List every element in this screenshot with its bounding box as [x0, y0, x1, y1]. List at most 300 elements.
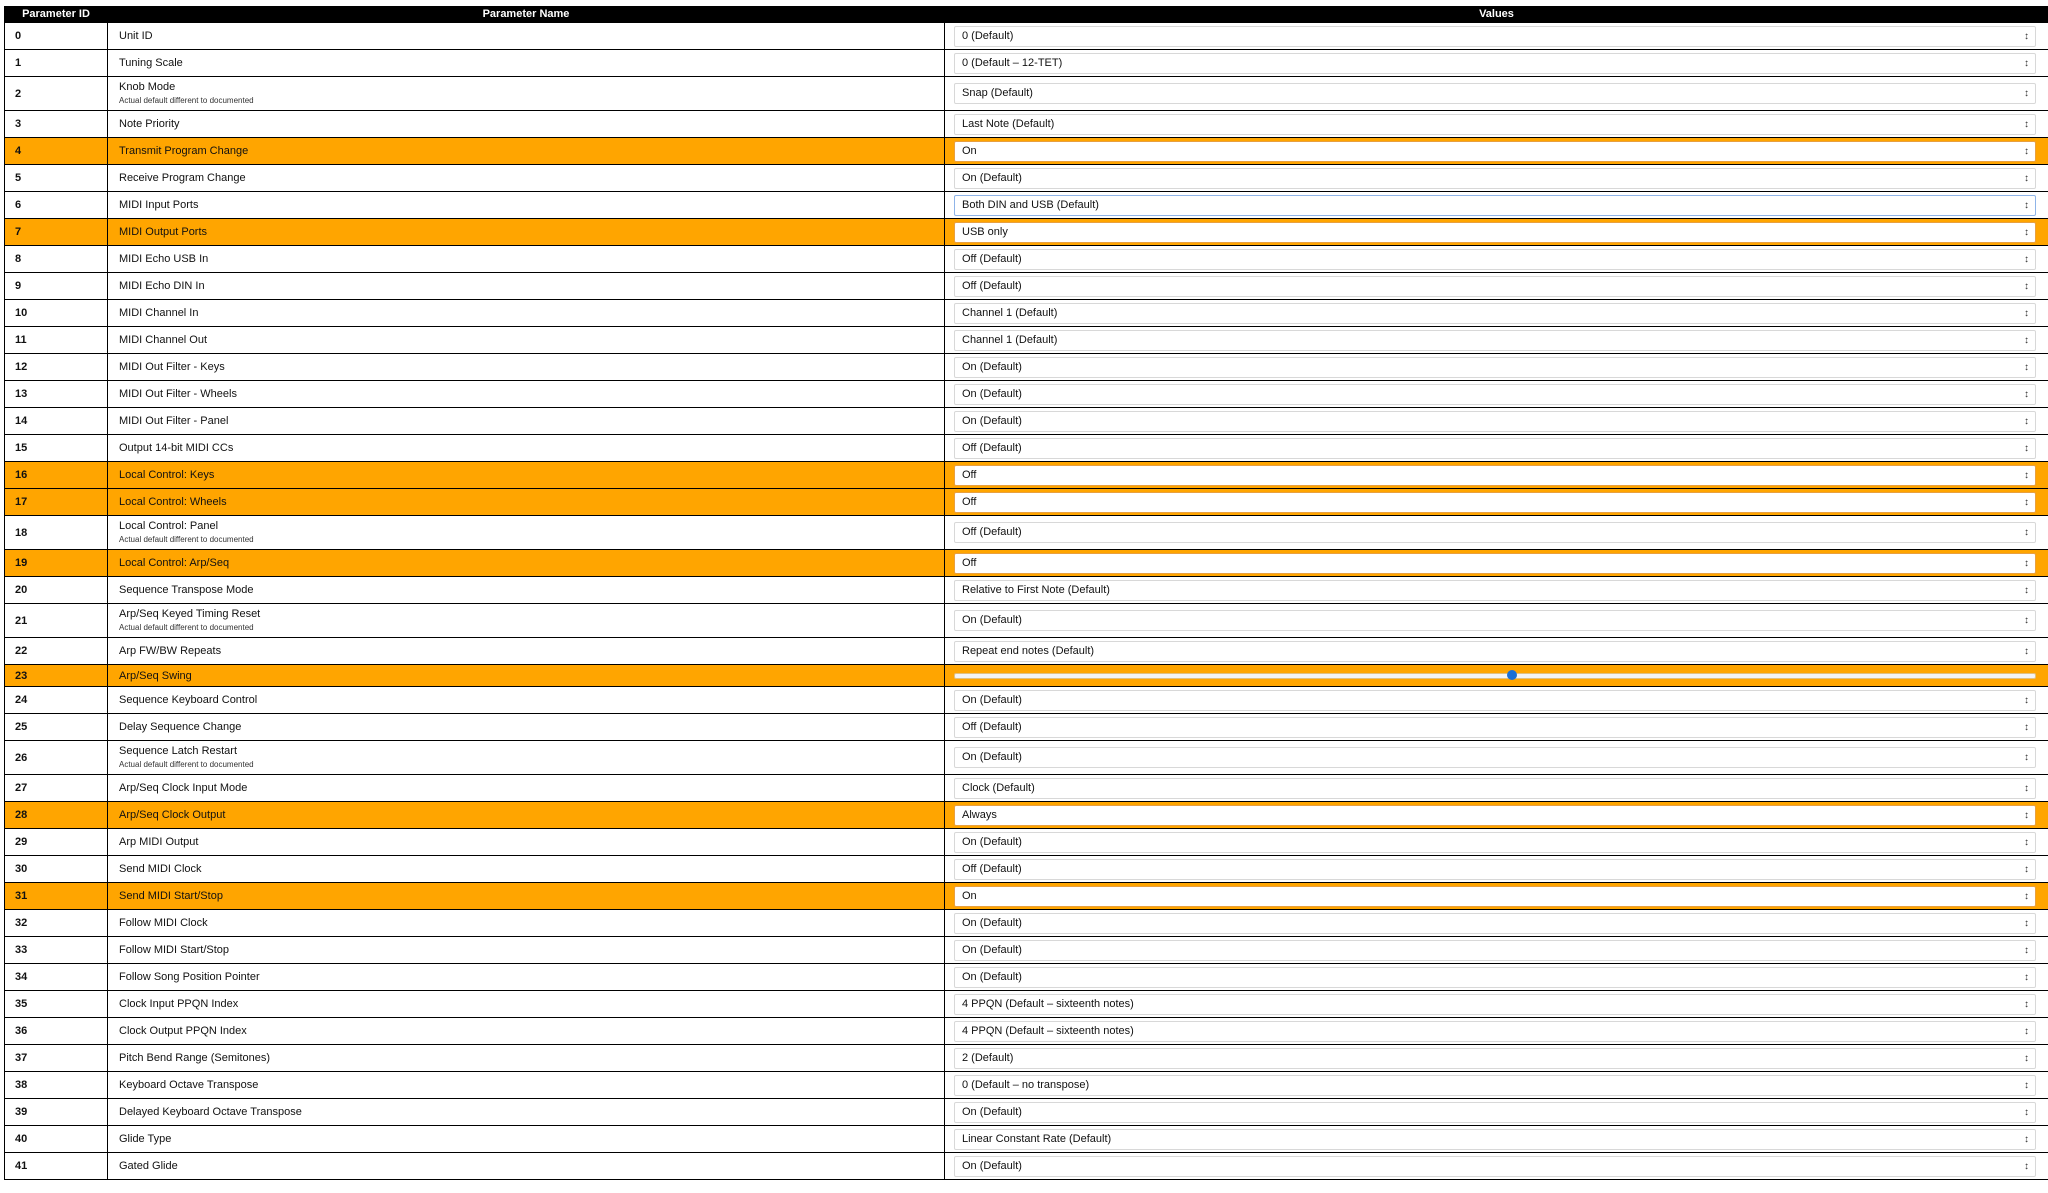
- parameter-name-label: MIDI Echo USB In: [119, 253, 209, 265]
- table-row: [5, 910, 2048, 937]
- select-value-text: On (Default): [962, 693, 1022, 706]
- parameter-name-label: Glide Type: [119, 1133, 172, 1145]
- select-value-text: On (Default): [962, 916, 1022, 929]
- table-row: [5, 381, 2048, 408]
- up-down-chevron-icon: ↕: [2024, 527, 2029, 538]
- up-down-chevron-icon: ↕: [2024, 615, 2029, 626]
- parameter-value-cell: [945, 50, 2048, 77]
- value-select[interactable]: [954, 357, 2036, 378]
- parameter-name-label: Sequence Keyboard Control: [119, 694, 258, 706]
- parameter-id-cell: 8: [5, 246, 108, 273]
- parameter-name-label: Local Control: Wheels: [119, 496, 227, 508]
- select-value-text: 4 PPQN (Default – sixteenth notes): [962, 1024, 1134, 1037]
- parameter-value-cell: [945, 489, 2048, 516]
- select-value-text: Repeat end notes (Default): [962, 644, 1095, 657]
- select-value-text: Off: [962, 495, 977, 508]
- table-row: [5, 714, 2048, 741]
- parameter-value-cell: [945, 381, 2048, 408]
- parameter-name-cell: [108, 964, 945, 991]
- select-value-text: On (Default): [962, 171, 1022, 184]
- parameter-name-cell: [108, 829, 945, 856]
- up-down-chevron-icon: ↕: [2024, 557, 2029, 569]
- parameter-value-cell: [945, 741, 2048, 775]
- parameter-value-cell: [945, 1018, 2048, 1045]
- table-row: [5, 665, 2048, 687]
- parameter-name-label: Output 14-bit MIDI CCs: [119, 442, 234, 454]
- select-value-text: 4 PPQN (Default – sixteenth notes): [962, 997, 1134, 1010]
- value-select[interactable]: [954, 141, 2036, 162]
- parameter-id-cell: 17: [5, 489, 108, 516]
- parameter-name-label: MIDI Channel In: [119, 307, 199, 319]
- parameter-name-cell: [108, 1126, 945, 1153]
- parameter-id-cell: 31: [5, 883, 108, 910]
- parameter-name-label: Local Control: Arp/Seq: [119, 557, 230, 569]
- parameter-id-cell: 6: [5, 192, 108, 219]
- parameter-name-label: Follow Song Position Pointer: [119, 971, 260, 983]
- up-down-chevron-icon: ↕: [2024, 30, 2029, 42]
- value-select[interactable]: [954, 114, 2036, 135]
- table-row: [5, 1045, 2048, 1072]
- up-down-chevron-icon: ↕: [2024, 145, 2029, 157]
- parameter-name-cell: [108, 883, 945, 910]
- parameter-name-label: MIDI Out Filter - Keys: [119, 361, 225, 373]
- up-down-chevron-icon: ↕: [2024, 1079, 2029, 1091]
- value-select[interactable]: [954, 1129, 2036, 1150]
- value-select[interactable]: [954, 1021, 2036, 1042]
- parameter-name-label: Keyboard Octave Transpose: [119, 1079, 259, 1091]
- value-select[interactable]: [954, 276, 2036, 297]
- parameter-name-cell: [108, 354, 945, 381]
- parameter-value-cell: [945, 1045, 2048, 1072]
- parameter-id-cell: 21: [5, 604, 108, 638]
- parameter-name-label: Delay Sequence Change: [119, 721, 242, 733]
- value-select[interactable]: [954, 717, 2036, 738]
- select-value-text: Off: [962, 556, 977, 569]
- parameter-id-cell: 37: [5, 1045, 108, 1072]
- parameter-name-cell: [108, 300, 945, 327]
- parameter-id-cell: 29: [5, 829, 108, 856]
- parameter-value-cell: [945, 665, 2048, 687]
- parameter-id-cell: 30: [5, 856, 108, 883]
- up-down-chevron-icon: ↕: [2024, 253, 2029, 265]
- value-select[interactable]: [954, 465, 2036, 486]
- parameter-id-cell: 39: [5, 1099, 108, 1126]
- parameter-name-label: Send MIDI Start/Stop: [119, 890, 223, 902]
- value-select[interactable]: [954, 249, 2036, 270]
- header-parameter-id: Parameter ID: [5, 7, 108, 23]
- up-down-chevron-icon: ↕: [2024, 307, 2029, 319]
- parameter-value-cell: [945, 604, 2048, 638]
- parameter-name-label: MIDI Channel Out: [119, 334, 208, 346]
- up-down-chevron-icon: ↕: [2024, 361, 2029, 373]
- table-row: [5, 1072, 2048, 1099]
- parameter-id-cell: 24: [5, 687, 108, 714]
- parameter-value-cell: [945, 354, 2048, 381]
- parameter-name-cell: [108, 802, 945, 829]
- parameter-name-label: Clock Input PPQN Index: [119, 998, 239, 1010]
- parameter-name-cell: [108, 638, 945, 665]
- parameter-id-cell: 20: [5, 577, 108, 604]
- parameter-id-cell: 14: [5, 408, 108, 435]
- parameter-value-cell: [945, 577, 2048, 604]
- value-select[interactable]: [954, 940, 2036, 961]
- value-select[interactable]: [954, 967, 2036, 988]
- parameter-value-cell: [945, 273, 2048, 300]
- table-row: [5, 802, 2048, 829]
- parameter-name-cell: [108, 219, 945, 246]
- parameter-name-cell: [108, 991, 945, 1018]
- parameter-name-cell: [108, 246, 945, 273]
- parameter-name-label: Unit ID: [119, 30, 153, 42]
- parameter-name-cell: [108, 435, 945, 462]
- parameter-name-cell: [108, 937, 945, 964]
- up-down-chevron-icon: ↕: [2024, 469, 2029, 481]
- select-value-text: On (Default): [962, 1105, 1022, 1118]
- value-select[interactable]: [954, 994, 2036, 1015]
- up-down-chevron-icon: ↕: [2024, 88, 2029, 99]
- parameter-value-cell: [945, 714, 2048, 741]
- parameter-name-cell: [108, 741, 945, 775]
- parameter-id-cell: 18: [5, 516, 108, 550]
- parameter-value-cell: [945, 883, 2048, 910]
- parameter-name-cell: [108, 775, 945, 802]
- value-select[interactable]: [954, 168, 2036, 189]
- parameter-value-cell: [945, 77, 2048, 111]
- parameter-id-cell: 13: [5, 381, 108, 408]
- table-row: [5, 1018, 2048, 1045]
- up-down-chevron-icon: ↕: [2024, 334, 2029, 346]
- parameter-value-cell: [945, 550, 2048, 577]
- parameter-value-cell: [945, 219, 2048, 246]
- parameter-name-cell: [108, 1099, 945, 1126]
- parameter-id-cell: 11: [5, 327, 108, 354]
- parameter-name-cell: [108, 1072, 945, 1099]
- parameter-name-label: Follow MIDI Clock: [119, 917, 208, 929]
- parameter-value-cell: [945, 327, 2048, 354]
- up-down-chevron-icon: ↕: [2024, 1133, 2029, 1145]
- select-value-text: On (Default): [962, 751, 1022, 763]
- parameter-name-cell: [108, 1153, 945, 1180]
- table-row: [5, 1126, 2048, 1153]
- parameter-id-cell: 41: [5, 1153, 108, 1180]
- parameter-value-cell: [945, 435, 2048, 462]
- table-row: [5, 638, 2048, 665]
- select-value-text: 2 (Default): [962, 1051, 1014, 1064]
- parameter-id-cell: 5: [5, 165, 108, 192]
- parameter-table: [4, 6, 2048, 1180]
- up-down-chevron-icon: ↕: [2024, 280, 2029, 292]
- table-row: [5, 1153, 2048, 1180]
- value-select[interactable]: [954, 438, 2036, 459]
- value-select[interactable]: [954, 303, 2036, 324]
- value-select[interactable]: [954, 580, 2036, 601]
- parameter-value-cell: [945, 910, 2048, 937]
- parameter-name-label: Transmit Program Change: [119, 145, 249, 157]
- value-select[interactable]: [954, 492, 2036, 513]
- table-row: [5, 883, 2048, 910]
- parameter-id-cell: 7: [5, 219, 108, 246]
- parameter-name-label: Arp/Seq Clock Output: [119, 809, 226, 821]
- parameter-name-cell: [108, 381, 945, 408]
- parameter-name-label: Arp/Seq Keyed Timing Reset: [119, 607, 261, 620]
- parameter-value-cell: [945, 802, 2048, 829]
- parameter-id-cell: 34: [5, 964, 108, 991]
- parameter-id-cell: 38: [5, 1072, 108, 1099]
- parameter-name-label: MIDI Output Ports: [119, 226, 208, 238]
- parameter-name-cell: [108, 327, 945, 354]
- parameter-id-cell: 33: [5, 937, 108, 964]
- select-value-text: Always: [962, 808, 997, 821]
- parameter-name-cell: [108, 550, 945, 577]
- parameter-id-cell: 23: [5, 665, 108, 687]
- table-row: [5, 77, 2048, 111]
- table-row: [5, 937, 2048, 964]
- slider-thumb[interactable]: [1507, 670, 1517, 680]
- up-down-chevron-icon: ↕: [2024, 442, 2029, 454]
- parameter-id-cell: 32: [5, 910, 108, 937]
- up-down-chevron-icon: ↕: [2024, 809, 2029, 821]
- select-value-text: USB only: [962, 225, 1008, 238]
- value-select[interactable]: [954, 83, 2036, 104]
- parameter-id-cell: 27: [5, 775, 108, 802]
- header-values: Values: [945, 7, 2048, 23]
- value-select[interactable]: [954, 411, 2036, 432]
- up-down-chevron-icon: ↕: [2024, 172, 2029, 184]
- up-down-chevron-icon: ↕: [2024, 1052, 2029, 1064]
- up-down-chevron-icon: ↕: [2024, 199, 2029, 211]
- parameter-id-cell: 10: [5, 300, 108, 327]
- parameter-name-cell: [108, 192, 945, 219]
- parameter-value-cell: [945, 462, 2048, 489]
- value-select[interactable]: [954, 26, 2036, 47]
- parameter-name-label: Gated Glide: [119, 1160, 178, 1172]
- up-down-chevron-icon: ↕: [2024, 917, 2029, 929]
- parameter-value-cell: [945, 775, 2048, 802]
- value-select[interactable]: [954, 1102, 2036, 1123]
- up-down-chevron-icon: ↕: [2024, 226, 2029, 238]
- table-row: [5, 50, 2048, 77]
- table-row: [5, 829, 2048, 856]
- table-row: [5, 327, 2048, 354]
- value-select[interactable]: [954, 53, 2036, 74]
- parameter-value-cell: [945, 23, 2048, 50]
- parameter-value-cell: [945, 165, 2048, 192]
- value-select[interactable]: [954, 522, 2036, 543]
- value-select[interactable]: [954, 805, 2036, 826]
- select-value-text: On (Default): [962, 387, 1022, 400]
- select-value-text: Relative to First Note (Default): [962, 583, 1110, 596]
- value-select[interactable]: [954, 832, 2036, 853]
- value-select[interactable]: [954, 195, 2036, 216]
- parameter-name-label: Arp FW/BW Repeats: [119, 645, 222, 657]
- parameter-value-cell: [945, 991, 2048, 1018]
- table-row: [5, 273, 2048, 300]
- parameter-name-label: Receive Program Change: [119, 172, 246, 184]
- parameter-id-cell: 15: [5, 435, 108, 462]
- parameter-default-note: Actual default different to documented: [119, 534, 254, 544]
- table-row: [5, 408, 2048, 435]
- up-down-chevron-icon: ↕: [2024, 118, 2029, 130]
- parameter-name-label: Sequence Transpose Mode: [119, 584, 254, 596]
- parameter-id-cell: 1: [5, 50, 108, 77]
- parameter-name-label: Local Control: Keys: [119, 469, 215, 481]
- select-value-text: On (Default): [962, 1159, 1022, 1172]
- parameter-id-cell: 35: [5, 991, 108, 1018]
- table-row: [5, 1099, 2048, 1126]
- select-value-text: Last Note (Default): [962, 117, 1055, 130]
- value-select[interactable]: [954, 1075, 2036, 1096]
- parameter-default-note: Actual default different to documented: [119, 622, 254, 632]
- table-row: [5, 991, 2048, 1018]
- parameter-value-cell: [945, 246, 2048, 273]
- parameter-value-cell: [945, 856, 2048, 883]
- table-row: [5, 462, 2048, 489]
- value-select[interactable]: [954, 778, 2036, 799]
- table-row: [5, 246, 2048, 273]
- parameter-value-cell: [945, 1072, 2048, 1099]
- parameter-name-label: MIDI Out Filter - Panel: [119, 415, 229, 427]
- parameter-name-label: Arp MIDI Output: [119, 836, 199, 848]
- parameter-id-cell: 26: [5, 741, 108, 775]
- select-value-text: Off (Default): [962, 441, 1022, 454]
- parameter-name-cell: [108, 408, 945, 435]
- parameter-name-cell: [108, 856, 945, 883]
- table-row: [5, 300, 2048, 327]
- up-down-chevron-icon: ↕: [2024, 1106, 2029, 1118]
- parameter-name-cell: [108, 462, 945, 489]
- parameter-name-label: MIDI Input Ports: [119, 199, 199, 211]
- parameter-name-cell: [108, 910, 945, 937]
- up-down-chevron-icon: ↕: [2024, 1160, 2029, 1172]
- table-row: [5, 219, 2048, 246]
- value-select[interactable]: [954, 553, 2036, 574]
- parameter-id-cell: 3: [5, 111, 108, 138]
- select-value-text: Off: [962, 468, 977, 481]
- up-down-chevron-icon: ↕: [2024, 782, 2029, 794]
- up-down-chevron-icon: ↕: [2024, 890, 2029, 902]
- parameter-id-cell: 2: [5, 77, 108, 111]
- select-value-text: 0 (Default – no transpose): [962, 1078, 1090, 1091]
- value-select[interactable]: [954, 222, 2036, 243]
- table-row: [5, 138, 2048, 165]
- table-row: [5, 516, 2048, 550]
- parameter-name-label: Local Control: Panel: [119, 519, 219, 532]
- table-row: [5, 687, 2048, 714]
- up-down-chevron-icon: ↕: [2024, 584, 2029, 596]
- parameter-id-cell: 40: [5, 1126, 108, 1153]
- parameter-id-cell: 9: [5, 273, 108, 300]
- parameter-id-cell: 19: [5, 550, 108, 577]
- parameter-name-cell: [108, 50, 945, 77]
- select-value-text: On (Default): [962, 835, 1022, 848]
- up-down-chevron-icon: ↕: [2024, 863, 2029, 875]
- parameter-name-label: Knob Mode: [119, 80, 176, 93]
- value-select[interactable]: [954, 913, 2036, 934]
- parameter-value-cell: [945, 111, 2048, 138]
- parameter-name-cell: [108, 138, 945, 165]
- parameter-name-cell: [108, 665, 945, 687]
- table-row: [5, 489, 2048, 516]
- select-value-text: On: [962, 144, 977, 157]
- value-select[interactable]: [954, 330, 2036, 351]
- parameter-value-cell: [945, 1153, 2048, 1180]
- up-down-chevron-icon: ↕: [2024, 752, 2029, 763]
- table-row: [5, 354, 2048, 381]
- table-row: [5, 435, 2048, 462]
- parameter-name-cell: [108, 77, 945, 111]
- value-select[interactable]: [954, 886, 2036, 907]
- parameter-id-cell: 12: [5, 354, 108, 381]
- select-value-text: Channel 1 (Default): [962, 333, 1058, 346]
- parameter-name-cell: [108, 111, 945, 138]
- parameter-name-cell: [108, 165, 945, 192]
- up-down-chevron-icon: ↕: [2024, 388, 2029, 400]
- parameter-value-cell: [945, 829, 2048, 856]
- parameter-name-label: Arp/Seq Clock Input Mode: [119, 782, 248, 794]
- table-body: [5, 23, 2048, 1180]
- select-value-text: On: [962, 889, 977, 902]
- swing-slider[interactable]: [954, 673, 2036, 679]
- parameter-default-note: Actual default different to documented: [119, 95, 254, 105]
- parameter-value-cell: [945, 937, 2048, 964]
- value-select[interactable]: [954, 747, 2036, 768]
- table-header-row: [5, 7, 2048, 23]
- value-select[interactable]: [954, 641, 2036, 662]
- up-down-chevron-icon: ↕: [2024, 1025, 2029, 1037]
- value-select[interactable]: [954, 1156, 2036, 1177]
- table-row: [5, 964, 2048, 991]
- parameter-name-label: Pitch Bend Range (Semitones): [119, 1052, 271, 1064]
- parameter-id-cell: 4: [5, 138, 108, 165]
- select-value-text: Off (Default): [962, 720, 1022, 733]
- select-value-text: 0 (Default – 12-TET): [962, 56, 1063, 69]
- parameter-value-cell: [945, 192, 2048, 219]
- table-row: [5, 165, 2048, 192]
- up-down-chevron-icon: ↕: [2024, 721, 2029, 733]
- select-value-text: Clock (Default): [962, 781, 1035, 794]
- parameter-table-container: [4, 6, 2048, 1180]
- parameter-default-note: Actual default different to documented: [119, 759, 254, 769]
- parameter-value-cell: [945, 1099, 2048, 1126]
- table-row: [5, 192, 2048, 219]
- up-down-chevron-icon: ↕: [2024, 645, 2029, 657]
- table-row: [5, 604, 2048, 638]
- parameter-name-cell: [108, 273, 945, 300]
- parameter-name-cell: [108, 489, 945, 516]
- up-down-chevron-icon: ↕: [2024, 836, 2029, 848]
- select-value-text: On (Default): [962, 414, 1022, 427]
- parameter-id-cell: 16: [5, 462, 108, 489]
- parameter-name-label: Note Priority: [119, 118, 180, 130]
- table-row: [5, 856, 2048, 883]
- value-select[interactable]: [954, 859, 2036, 880]
- value-select[interactable]: [954, 384, 2036, 405]
- select-value-text: On (Default): [962, 614, 1022, 626]
- parameter-name-label: Follow MIDI Start/Stop: [119, 944, 230, 956]
- value-select[interactable]: [954, 690, 2036, 711]
- value-select[interactable]: [954, 1048, 2036, 1069]
- value-select[interactable]: [954, 610, 2036, 631]
- select-value-text: 0 (Default): [962, 29, 1014, 42]
- parameter-value-cell: [945, 138, 2048, 165]
- parameter-value-cell: [945, 687, 2048, 714]
- select-value-text: On (Default): [962, 970, 1022, 983]
- parameter-name-label: Sequence Latch Restart: [119, 744, 238, 757]
- up-down-chevron-icon: ↕: [2024, 694, 2029, 706]
- up-down-chevron-icon: ↕: [2024, 944, 2029, 956]
- parameter-name-cell: [108, 23, 945, 50]
- table-row: [5, 550, 2048, 577]
